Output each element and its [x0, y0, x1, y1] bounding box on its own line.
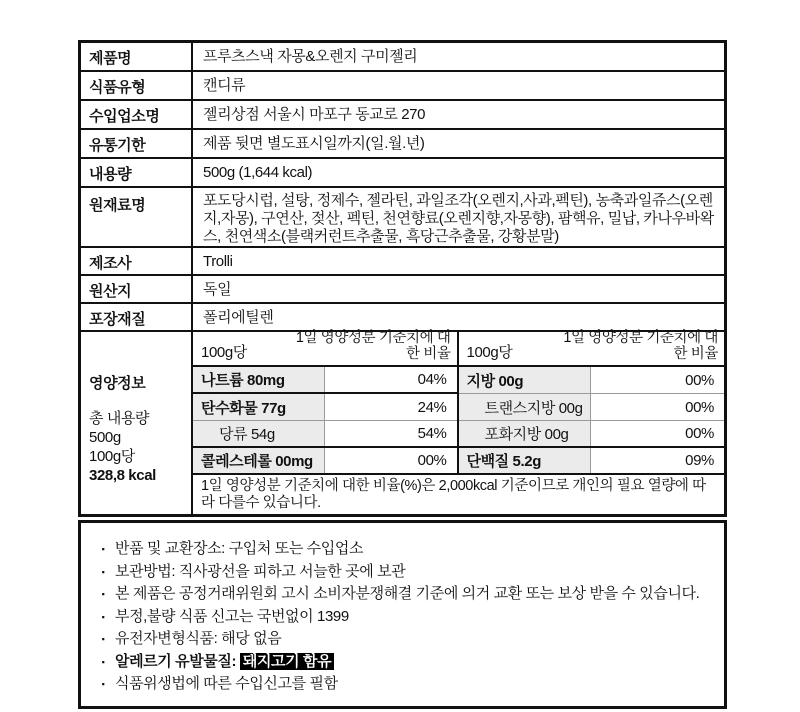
notice-text: 부정,불량 식품 신고는 국번없이 1399 — [115, 607, 349, 625]
table-row — [81, 130, 724, 159]
nutrition-per-amount: 100g당 — [89, 448, 135, 465]
nutrient-name: 당류 54g — [193, 421, 325, 446]
nutrition-row-protein — [459, 448, 725, 475]
allergy-highlight: 돼지고기 함유 — [240, 653, 334, 670]
row-value-ingredients: 포도당시럽, 설탕, 정제수, 젤라틴, 과일조각(오렌지,사과,펙틴), 농축과일쥬스(오렌지,자몽), 구연산, 젖산, 펙틴, 천연향료(오렌지향,자몽향), 팜핵유, 밀납, 카나우바왁스, 천연색소(블랙커런트추출물, 흑당근추출물, 강황분말) — [203, 192, 714, 245]
allergy-label: 알레르기 유발물질: — [115, 652, 237, 670]
table-row — [81, 304, 724, 332]
nutrient-name: 단백질 5.2g — [459, 448, 592, 473]
product-info-sheet — [78, 40, 727, 709]
notice-item-gmo — [91, 628, 714, 651]
nutrient-name: 콜레스테롤 00mg — [193, 448, 325, 473]
row-label-ingredients: 원재료명 — [81, 188, 193, 246]
nutrient-name: 나트륨 80mg — [193, 367, 325, 392]
notice-text: 유전자변형식품: 해당 없음 — [115, 630, 282, 647]
nutrient-name: 포화지방 00g — [459, 421, 592, 446]
nutrition-footnote: 1일 영양성분 기준치에 대한 비율(%)은 2,000kcal 기준이므로 개인의 필요 열량에 따라 다를수 있습니다. — [201, 478, 706, 511]
notice-text: 반품 및 교환장소: 구입처 또는 수입업소 — [115, 540, 364, 557]
row-value-packaging: 폴리에틸렌 — [203, 308, 274, 326]
header-pct-right: 1일 영양성분 기준치에 대한 비율 — [563, 330, 718, 362]
table-row — [81, 159, 724, 188]
nutrition-kcal: 328,8 kcal — [89, 467, 156, 484]
notice-text: 보관방법: 직사광선을 피하고 서늘한 곳에 보관 — [115, 562, 406, 580]
nutrient-pct: 24% — [417, 398, 447, 416]
nutrient-name: 지방 00g — [459, 367, 592, 393]
nutrition-row-transfat — [459, 394, 725, 421]
nutrition-right-half — [459, 332, 725, 475]
row-label-importer: 수입업소명 — [81, 101, 193, 128]
notice-item-returns — [91, 538, 714, 561]
nutrition-total-weight: 총 내용량 500g — [89, 410, 150, 446]
table-row — [81, 72, 724, 101]
row-label-net-weight: 내용량 — [81, 159, 193, 186]
notice-text: 식품위생법에 따른 수입신고를 필함 — [115, 675, 338, 692]
row-value-origin: 독일 — [203, 280, 232, 298]
notice-item-storage — [91, 561, 714, 584]
nutrition-header-left — [193, 332, 457, 367]
square-bullet-icon: ▪ — [101, 656, 105, 667]
square-bullet-icon: ▪ — [101, 611, 105, 622]
row-value-expiry: 제품 뒷면 별도표시일까지(일.월.년) — [203, 135, 425, 152]
header-amount-left: 100g당 — [201, 344, 247, 361]
nutrition-row-sugars — [193, 421, 457, 448]
row-value-food-type: 캔디류 — [203, 77, 246, 94]
notice-item-compensation — [91, 583, 714, 606]
nutrition-row-satfat — [459, 421, 725, 448]
table-row — [81, 276, 724, 304]
row-value-product-name: 프루츠스낵 자몽&오렌지 구미젤리 — [203, 48, 418, 65]
nutrition-row-carbs — [193, 394, 457, 421]
square-bullet-icon: ▪ — [101, 634, 105, 644]
row-value-manufacturer: Trolli — [203, 252, 233, 270]
nutrition-row-fat — [459, 367, 725, 394]
notice-item-import-declaration — [91, 673, 714, 696]
nutrient-pct: 00% — [685, 425, 714, 442]
table-row — [81, 248, 724, 276]
table-row — [81, 188, 724, 248]
product-info-table — [78, 40, 727, 517]
row-label-origin: 원산지 — [81, 276, 193, 302]
nutrient-pct: 09% — [685, 452, 714, 469]
nutrition-table — [193, 332, 724, 514]
nutrient-pct: 04% — [417, 371, 447, 388]
nutrient-name: 탄수화물 77g — [193, 394, 325, 420]
header-amount-right: 100g당 — [466, 344, 513, 361]
table-row — [81, 101, 724, 130]
nutrient-pct: 00% — [685, 371, 714, 389]
notices-box — [78, 520, 727, 709]
nutrition-summary-cell — [81, 332, 193, 514]
row-label-packaging: 포장재질 — [81, 304, 193, 330]
table-row — [81, 43, 724, 72]
row-label-expiry: 유통기한 — [81, 130, 193, 157]
nutrient-pct: 54% — [417, 425, 447, 442]
notice-text: 본 제품은 공정거래위원회 고시 소비자분쟁해결 기준에 의거 교환 또는 보상 받을 수 있습니다. — [115, 585, 700, 602]
square-bullet-icon: ▪ — [101, 679, 105, 689]
row-label-food-type: 식품유형 — [81, 72, 193, 99]
nutrition-section — [81, 332, 724, 514]
row-label-manufacturer: 제조사 — [81, 248, 193, 274]
notice-item-report — [91, 606, 714, 629]
header-pct-left: 1일 영양성분 기준치에 대한 비율 — [295, 330, 451, 362]
nutrient-pct: 00% — [417, 452, 447, 469]
nutrition-row-sodium — [193, 367, 457, 394]
row-label-product-name: 제품명 — [81, 43, 193, 70]
square-bullet-icon: ▪ — [101, 566, 105, 577]
nutrient-pct: 00% — [685, 398, 714, 416]
notice-item-allergy — [91, 651, 714, 674]
square-bullet-icon: ▪ — [101, 544, 105, 554]
nutrient-name: 트랜스지방 00g — [459, 394, 592, 420]
notice-text — [115, 651, 714, 674]
nutrition-header-right — [459, 332, 725, 367]
row-value-net-weight: 500g (1,644 kcal) — [203, 164, 313, 181]
square-bullet-icon: ▪ — [101, 589, 105, 599]
row-value-importer: 젤리상점 서울시 마포구 동교로 270 — [203, 106, 426, 123]
nutrition-section-title: 영양정보 — [89, 375, 146, 392]
nutrition-row-cholesterol — [193, 448, 457, 475]
nutrition-left-half — [193, 332, 459, 475]
